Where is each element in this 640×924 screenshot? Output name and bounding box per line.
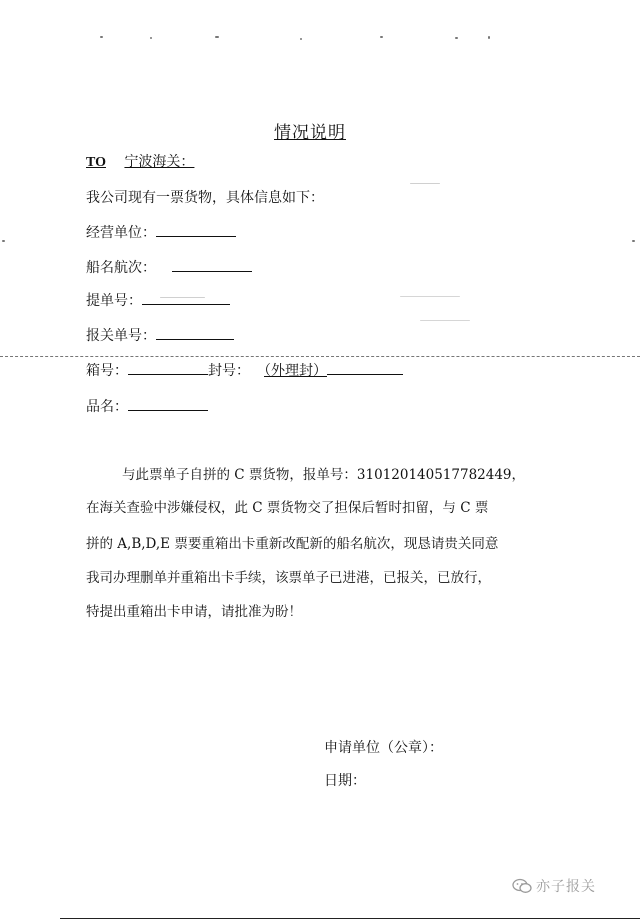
scan-speck (215, 36, 219, 38)
scan-speck (488, 36, 490, 39)
page-title: 情况说明 (274, 123, 346, 143)
scan-speck (380, 36, 383, 38)
blank-line (128, 360, 208, 375)
field-label: 经营单位： (86, 225, 156, 241)
field-declaration-no (86, 325, 234, 345)
scan-speck (300, 38, 302, 40)
addressee-line (86, 151, 194, 171)
scan-speck (100, 36, 103, 38)
date-label: 日期： (324, 773, 366, 789)
to-label: TO (86, 155, 106, 170)
scan-fold-line (0, 356, 640, 357)
watermark-text: 亦子报关 (536, 879, 596, 895)
blank-line (327, 360, 403, 375)
page-edge-line (60, 918, 640, 919)
field-label: 箱号： (86, 363, 128, 379)
blank-line (156, 222, 236, 237)
body-line: 我司办理删单并重箱出卡手续，该票单子已进港，已报关，已放行， (86, 570, 491, 586)
field-label: 报关单号： (86, 328, 156, 344)
scan-speck (455, 37, 458, 39)
scan-speck (632, 240, 635, 242)
seal-value: （外理封） (264, 363, 327, 379)
field-label: 提单号： (86, 293, 142, 309)
blank-line (142, 290, 230, 305)
body-line: 在海关查验中涉嫌侵权，此 C 票货物交了担保后暂时扣留，与 C 票 (86, 500, 489, 516)
body-line: 拼的 A,B,D,E 票要重箱出卡重新改配新的船名航次，现恳请贵关同意 (86, 536, 499, 552)
field-label: 船名航次： (86, 260, 156, 276)
intro-text: 我公司现有一票货物，具体信息如下： (86, 190, 324, 206)
field-vessel-voyage (86, 257, 252, 277)
field-operator (86, 222, 236, 242)
scan-speck (420, 320, 470, 321)
blank-line (156, 325, 234, 340)
blank-line (128, 396, 208, 411)
wechat-icon (512, 878, 532, 894)
body-line: 与此票单子自拼的 C 票货物，报单号：310120140517782449， (122, 467, 526, 483)
field-bill-no (86, 290, 230, 310)
scan-speck (2, 240, 5, 242)
addressee: 宁波海关： (124, 154, 195, 170)
watermark (512, 876, 596, 896)
field-label: 封号： (208, 363, 250, 379)
field-label: 品名： (86, 399, 128, 415)
scan-speck (400, 296, 460, 297)
field-product-name (86, 396, 208, 416)
body-line: 特提出重箱出卡申请，请批准为盼！ (86, 604, 302, 620)
scan-speck (150, 37, 152, 39)
field-container-seal (86, 360, 403, 380)
blank-line (172, 257, 252, 272)
applicant-seal-label: 申请单位（公章）： (324, 740, 443, 756)
scan-speck (410, 183, 440, 184)
